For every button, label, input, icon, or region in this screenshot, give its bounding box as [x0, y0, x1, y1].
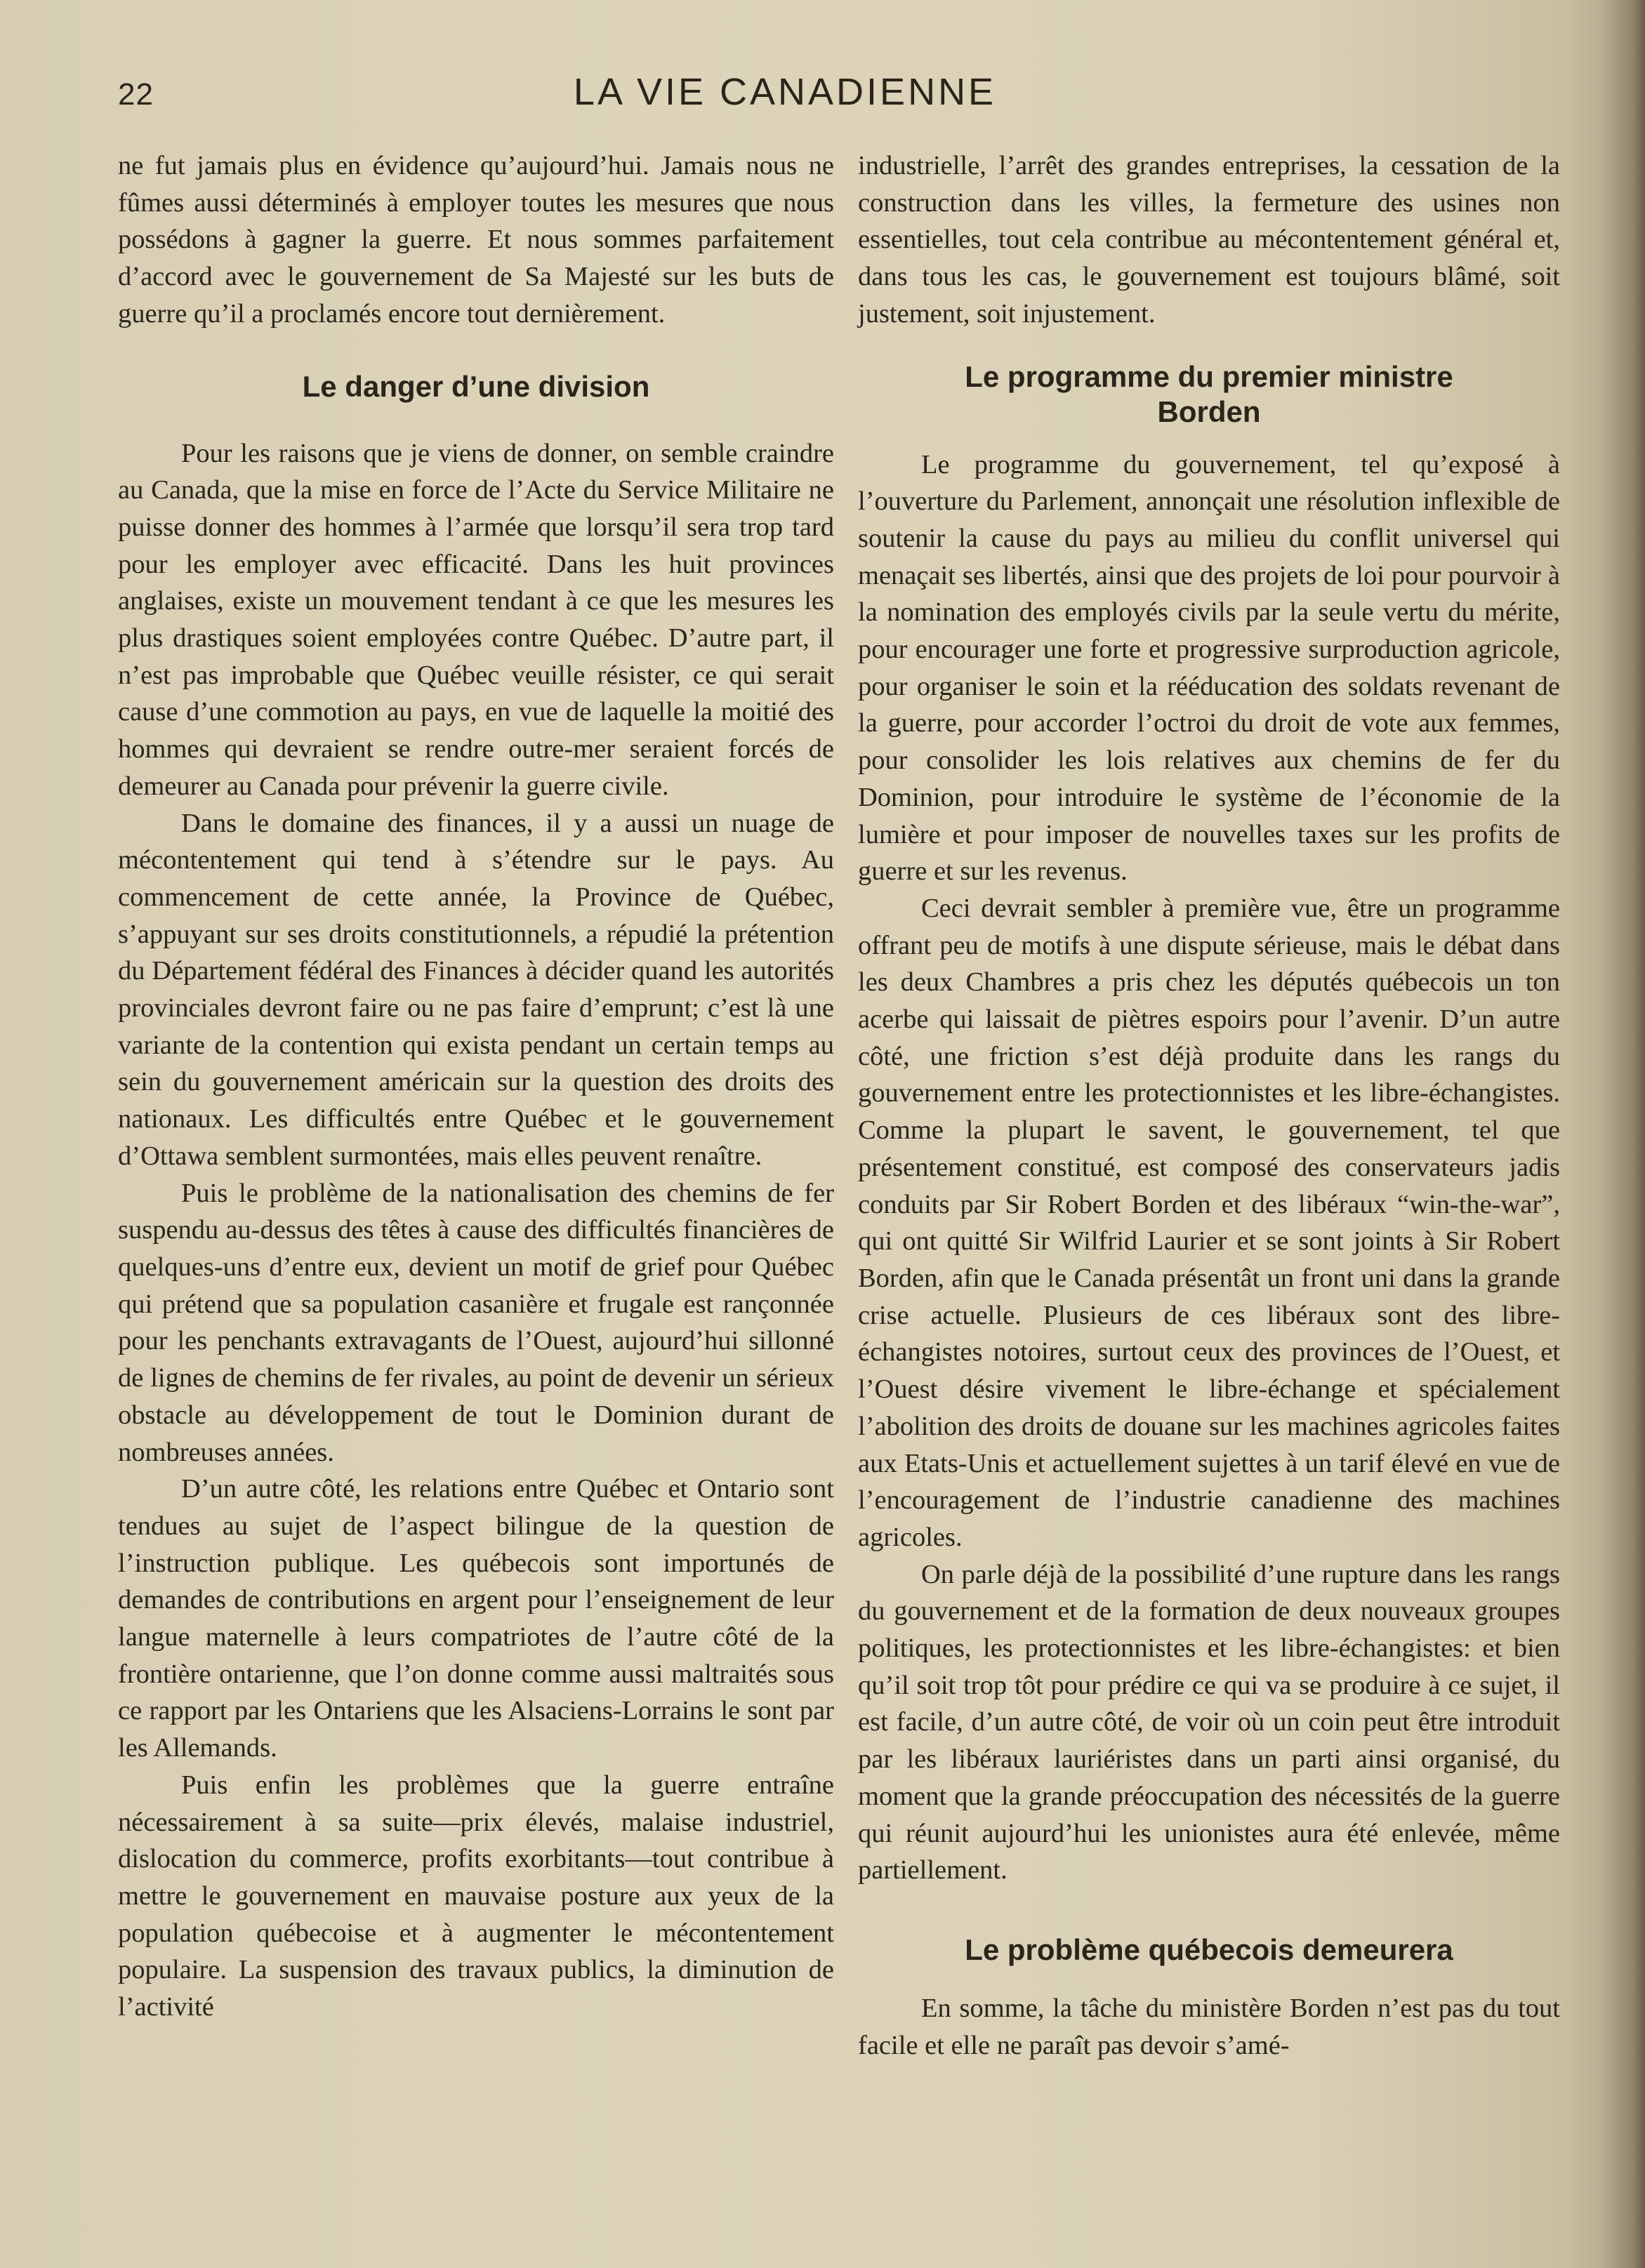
paragraph: ne fut jamais plus en évidence qu’aujourd’hui. Jamais nous ne fûmes aussi déterminés à employer toutes les mesures que nous possédons à gagner la guerre. Et nous sommes parfaitement d’accord avec le gouvernement de Sa Majesté sur les buts de guerre qu’il a proclamés encore tout dernièrement. — [118, 151, 834, 329]
paragraph: Puis le problème de la nationalisation des chemins de fer suspendu au-dessus des têtes à cause des difficultés financières de quelques-uns d’entre eux, devient un motif de grief pour Québec qui prétend que sa population casanière et frugale est rançonnée pour les penchants extravagants de l’Ouest, aujourd’hui sillonné de lignes de chemins de fer rivales, au point de devenir un sérieux obstacle au développement de tout le Dominion durant de nombreuses années. — [118, 1178, 834, 1467]
paragraph: Dans le domaine des finances, il y a aussi un nuage de mécontentement qui tend à s’étendre sur le pays. Au commencement de cette année, la Province de Québec, s’appuyant sur ses droits constitutionnels, a répudié la prétention du Département fédéral des Finances à décider quand les autorités provinciales devront faire ou ne pas faire d’emprunt; c’est là une variante de la contention qui exista pendant un certain temps au sein du gouvernement américain sur la question des droits des nationaux. Les difficultés entre Québec et le gouvernement d’Ottawa semblent surmontées, mais elles peuvent renaître. — [118, 808, 834, 1171]
heading-line: Borden — [1157, 394, 1261, 428]
paragraph: En somme, la tâche du ministère Borden n’est pas du tout facile et elle ne paraît pas devoir s’amé- — [858, 1993, 1560, 2060]
paragraph: On parle déjà de la possibilité d’une rupture dans les rangs du gouvernement et de la formation de deux nouveaux groupes politiques, les protectionnistes et les libre-échangistes: et bien qu’il soit trop tôt pour prédire ce qui va se produire à ce sujet, il est facile, d’un autre côté, de voir où un coin peut être introduit par les libéraux lauriéristes dans un parti ainsi organisé, du moment que la grande préoccupation des nécessités de la guerre qui réunit aujourd’hui les unionistes aura été enlevée, même partiellement. — [858, 1559, 1560, 1885]
paragraph: Puis enfin les problèmes que la guerre entraîne nécessairement à sa suite—prix élevés, malaise industriel, dislocation du commerce, profits exorbitants—tout contribue à mettre le gouvernement en mauvaise posture aux yeux de la population québecoise et à augmenter le mécontentement populaire. La suspension des travaux publics, la diminution de l’activité — [118, 1770, 834, 2022]
paragraph: industrielle, l’arrêt des grandes entreprises, la cessation de la construction dans les villes, la fermeture des usines non essentielles, tout cela contribue au mécontentement général et, dans tous les cas, le gouvernement est toujours blâmé, soit justement, soit injustement. — [858, 151, 1560, 329]
heading-line: Le programme du premier ministre — [965, 359, 1453, 393]
section-heading — [858, 359, 1560, 430]
section-heading: Le danger d’une division — [302, 369, 650, 403]
section-heading: Le problème québecois demeurera — [965, 1932, 1453, 1966]
paragraph: Ceci devrait sembler à première vue, être un programme offrant peu de motifs à une dispute sérieuse, mais le débat dans les deux Chambres a pris chez les députés québecois un ton acerbe qui laissait de piètres espoirs pour l’avenir. D’un autre côté, une friction s’est déjà produite dans les rangs du gouvernement entre les protectionnistes et les libre-échangistes. Comme la plupart le savent, le gouvernement, tel que présentement constitué, est composé des conservateurs jadis conduits par Sir Robert Borden et des libéraux “win-the-war”, qui ont quitté Sir Wilfrid Laurier et se sont joints à Sir Robert Borden, afin que le Canada présentât un front uni dans la grande crise actuelle. Plusieurs de ces libéraux sont des libre-échangistes notoires, surtout ceux des provinces de l’Ouest, et l’Ouest désire vivement le libre-échange et spécialement l’abolition des droits de douane sur les machines agricoles faites aux Etats-Unis et actuellement sujettes à un tarif élevé en vue de l’encouragement de l’industrie canadienne des machines agricoles. — [858, 893, 1560, 1552]
page-header — [118, 70, 1452, 126]
page-number: 22 — [118, 77, 154, 112]
paragraph: Le programme du gouvernement, tel qu’exposé à l’ouverture du Parlement, annonçait une résolution inflexible de soutenir la cause du pays au milieu du conflit universel qui menaçait ses libertés, ainsi que des projets de loi pour pourvoir à la nomination des employés civils par la seule vertu du mérite, pour encourager une forte et progressive surproduction agricole, pour organiser le soin et la rééducation des soldats revenant de la guerre, pour accorder l’octroi du droit de vote aux femmes, pour consolider les lois relatives aux chemins de fer du Dominion, pour introduire le système de l’économie de la lumière et pour imposer de nouvelles taxes sur les profits de guerre et sur les revenus. — [858, 449, 1560, 887]
paragraph: Pour les raisons que je viens de donner, on semble craindre au Canada, que la mise en force de l’Acte du Service Militaire ne puisse donner des hommes à l’armée que lorsqu’il sera trop tard pour les employer avec efficacité. Dans les huit provinces anglaises, existe un mouvement tendant à ce que les mesures les plus drastiques soient employées contre Québec. D’autre part, il n’est pas improbable que Québec veuille résister, ce qui serait cause d’une commotion au pays, en vue de laquelle la moitié des hommes qui devraient se rendre outre-mer seraient forcés de demeurer au Canada pour prévenir la guerre civile. — [118, 438, 834, 801]
right-column — [858, 147, 1560, 2064]
left-column — [118, 147, 834, 2026]
paragraph: D’un autre côté, les relations entre Québec et Ontario sont tendues au sujet de l’aspect bilingue de la question de l’instruction publique. Les québecois sont importunés de demandes de contributions en argent pour l’enseignement de leur langue maternelle à leurs compatriotes de l’autre côté de la frontière ontarienne, que l’on donne comme aussi maltraités sous ce rapport par les Ontariens que les Alsaciens-Lorrains le sont par les Allemands. — [118, 1474, 834, 1763]
running-title: LA VIE CANADIENNE — [573, 71, 997, 113]
page-edge-shadow — [1603, 0, 1645, 2268]
